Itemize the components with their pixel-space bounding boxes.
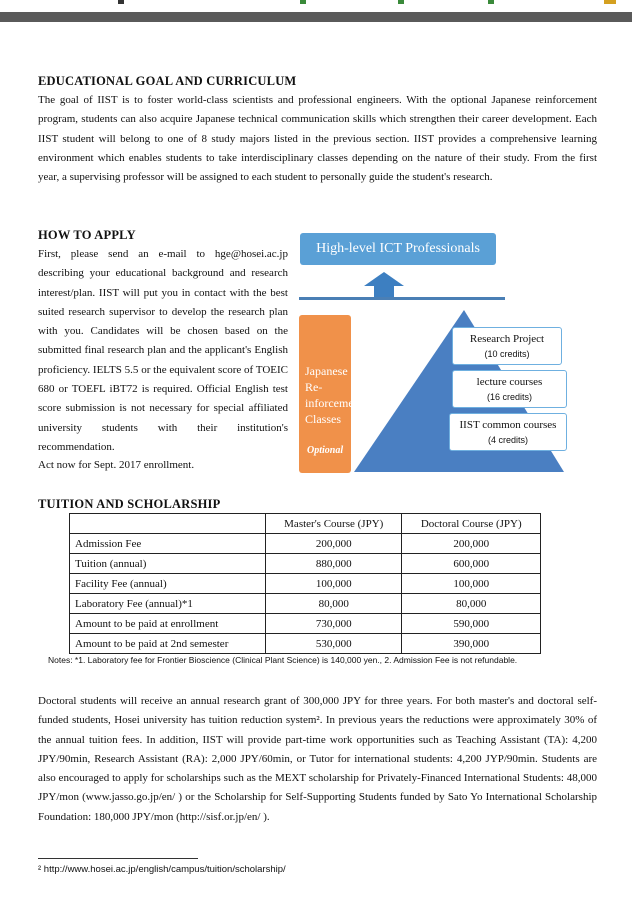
goal-paragraph: The goal of IIST is to foster world-class scientists and professional engineers. With the optional Japanese reinforcement program, students can also acquire Japanese technical communication skills which strengthen their career development. Each IIST student will belong to one of 8 study majors listed in the previous section. IIST provides a comprehensive learning environment which enables students to take interdisciplinary classes depending on the nature of their study. From the first year, a supervising professor will be assigned to each student to personally guide the student's research. — [38, 94, 597, 184]
toolbar-mark — [300, 0, 306, 4]
table-cell: 880,000 — [266, 554, 402, 574]
table-row — [70, 614, 541, 634]
table-cell: Laboratory Fee (annual)*1 — [70, 594, 266, 614]
viewer-toolbar — [0, 0, 632, 24]
table-notes: Notes: *1. Laboratory fee for Frontier Bioscience (Clinical Plant Science) is 140,000 yen., 2. Admission Fee is not refundable. — [48, 655, 518, 665]
ict-professionals-box — [300, 233, 496, 265]
level-research-project — [452, 327, 562, 365]
level-common-courses — [449, 413, 567, 451]
table-row — [70, 634, 541, 654]
japanese-label: Japanese Re-inforcement Classes — [305, 364, 363, 426]
table-header — [70, 514, 266, 534]
table-cell: 100,000 — [402, 574, 541, 594]
level-title: lecture courses — [476, 376, 543, 388]
divider-line — [299, 297, 505, 300]
table-header: Master's Course (JPY) — [266, 514, 402, 534]
optional-label: Optional — [307, 445, 344, 456]
apply-heading: HOW TO APPLY — [38, 228, 136, 242]
table-cell: 390,000 — [402, 634, 541, 654]
toolbar-mark — [118, 0, 124, 4]
toolbar-mark — [488, 0, 494, 4]
table-row — [70, 594, 541, 614]
table-cell: 200,000 — [266, 534, 402, 554]
table-cell: 80,000 — [402, 594, 541, 614]
level-credits: (10 credits) — [484, 349, 530, 359]
tuition-table — [69, 513, 541, 654]
table-cell: Facility Fee (annual) — [70, 574, 266, 594]
table-row — [70, 534, 541, 554]
table-cell: Admission Fee — [70, 534, 266, 554]
tuition-heading: TUITION AND SCHOLARSHIP — [38, 497, 221, 511]
toolbar-mark — [398, 0, 404, 4]
apply-paragraph: First, please send an e-mail to hge@hosei.ac.jp describing your educational background and research interest/plan. IIST will put you in contact with the best suited research supervisor to develop the research plan with you. Candidates will be chosen based on the submitted final research plan and the applicant's English proficiency. IELTS 5.5 or the equivalent score of TOEIC 680 or TOEFL iBT72 is required. Official English test score submission is not necessary for special affiliated university students with their institution's recommendation. — [38, 248, 288, 453]
scholarship-paragraph: Doctoral students will receive an annual research grant of 300,000 JPY for three years. For both master's and doctoral self-funded students, Hosei university has tuition reduction system². In previous years the reductions were approximately 30% of the annual tuition fees. In addition, IIST will provide part-time work opportunities such as Teaching Assistant (TA): 4,200 JPY/90min, Research Assistant (RA): 2,000 JPY/60min, or Tutor for international students: 4,200 JYP/90min. Students are also encouraged to apply for scholarships such as the MEXT scholarship for Privately-Financed International Students: 48,000 JPY/mon (www.jasso.go.jp/en/ ) or the Scholarship for Self-Supporting Students funded by Sato Yo International Scholarship Foundation: 180,000 JPY/mon (http://sisf.or.jp/en/ ). — [38, 695, 597, 823]
footnote-divider — [38, 858, 198, 859]
goal-heading: EDUCATIONAL GOAL AND CURRICULUM — [38, 74, 297, 88]
table-cell: 100,000 — [266, 574, 402, 594]
level-title: IIST common courses — [459, 419, 557, 431]
level-title: Research Project — [469, 333, 545, 345]
table-cell: 730,000 — [266, 614, 402, 634]
toolbar-mark — [604, 0, 616, 4]
table-cell: Tuition (annual) — [70, 554, 266, 574]
apply-closing: Act now for Sept. 2017 enrollment. — [38, 459, 195, 471]
table-cell: Amount to be paid at 2nd semester — [70, 634, 266, 654]
table-cell: 530,000 — [266, 634, 402, 654]
table-cell: 600,000 — [402, 554, 541, 574]
level-lecture-courses — [452, 370, 567, 408]
table-header-row — [70, 514, 541, 534]
japanese-reinforcement-box — [299, 315, 363, 473]
table-cell: Amount to be paid at enrollment — [70, 614, 266, 634]
table-cell: 200,000 — [402, 534, 541, 554]
level-credits: (4 credits) — [487, 435, 528, 445]
footnote: ² http://www.hosei.ac.jp/english/campus/tuition/scholarship/ — [38, 864, 286, 875]
table-header: Doctoral Course (JPY) — [402, 514, 541, 534]
table-cell: 590,000 — [402, 614, 541, 634]
table-row — [70, 554, 541, 574]
level-credits: (16 credits) — [486, 392, 532, 402]
toolbar-strip — [0, 12, 632, 22]
up-arrow-icon — [362, 270, 406, 300]
table-row — [70, 574, 541, 594]
ict-label: High-level ICT Professionals — [316, 241, 480, 256]
table-cell: 80,000 — [266, 594, 402, 614]
